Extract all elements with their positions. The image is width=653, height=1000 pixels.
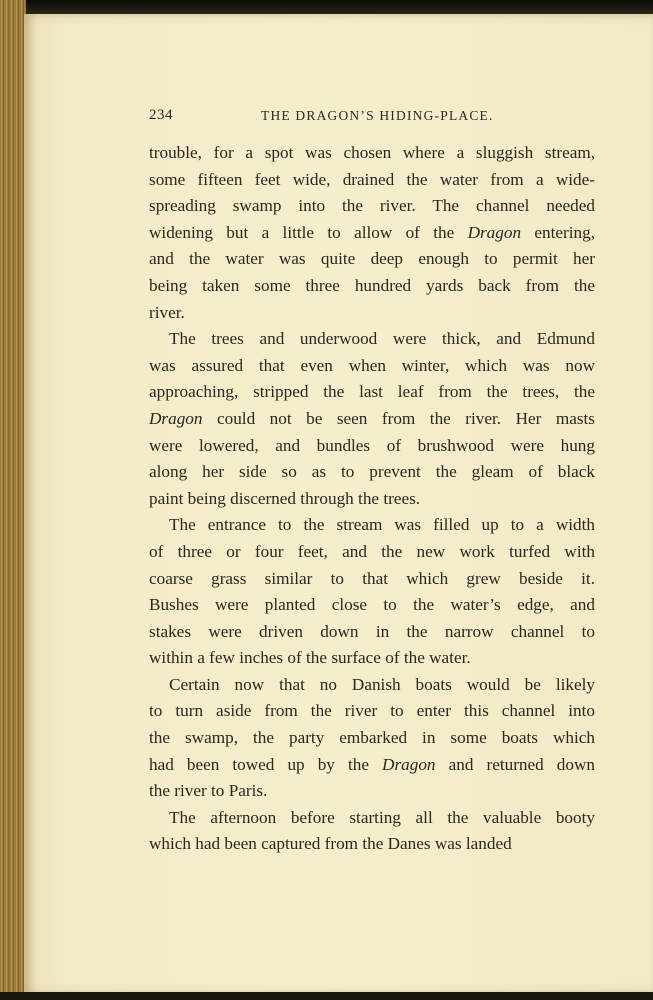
body-text [149,140,595,858]
text-line: trouble, for a spot was chosen where a sluggish stream, [149,143,595,162]
text-line: the river to Paris. [149,781,268,801]
text-line: spreading swamp into the river. The channel needed [149,196,595,216]
ship-name: Dragon [467,222,522,242]
text-line: The afternoon before starting all the valuable booty [169,807,595,827]
ship-name: Dragon [149,408,203,428]
text-line: to turn aside from the river to enter this channel into [149,701,595,721]
text-line: the swamp, the party embarked in some boats which [149,728,595,748]
text-line: which had been captured from the Danes was landed [149,834,512,854]
page-bottom-edge [0,992,653,1000]
text-line: within a few inches of the surface of the water. [149,648,471,668]
text-line: of three or four feet, and the new work turfed with [149,541,595,561]
text-line: paint being discerned through the trees. [149,488,421,508]
text-line: had been towed up by the Dragon and returned down [149,754,595,774]
book-spine-edge [0,0,26,1000]
paragraph [149,805,595,858]
text-line: were lowered, and bundles of brushwood were hung [149,435,595,455]
ship-name: Dragon [382,754,436,774]
paragraph [149,672,595,805]
paragraph [149,326,595,512]
text-line: was assured that even when winter, which was now [149,355,595,375]
running-title: THE DRAGON’S HIDING-PLACE. [261,108,494,123]
text-line: some fifteen feet wide, drained the water from a wide- [149,169,595,189]
text-line: Bushes were planted close to the water’s edge, and [149,595,595,615]
page-number: 234 [149,107,173,123]
text-line: approaching, stripped the last leaf from the trees, the [149,382,595,402]
text-line: stakes were driven down in the narrow channel to [149,621,595,641]
page-header [149,107,595,129]
text-line: widening but a little to allow of the Dragon entering, [149,222,595,242]
text-line: being taken some three hundred yards back from the [149,275,595,295]
paragraph [149,140,595,326]
text-line: along her side so as to prevent the gleam of black [149,462,595,482]
page-top-edge [0,0,653,14]
text-line: and the water was quite deep enough to permit her [149,249,595,269]
text-line: Dragon could not be seen from the river. Her masts [149,408,595,428]
text-line: Certain now that no Danish boats would be likely [169,674,595,694]
text-line: coarse grass similar to that which grew beside it. [149,568,595,588]
text-line: The entrance to the stream was filled up to a width [169,515,595,535]
text-line: river. [149,302,185,322]
paragraph [149,512,595,672]
text-line: The trees and underwood were thick, and Edmund [169,329,595,349]
